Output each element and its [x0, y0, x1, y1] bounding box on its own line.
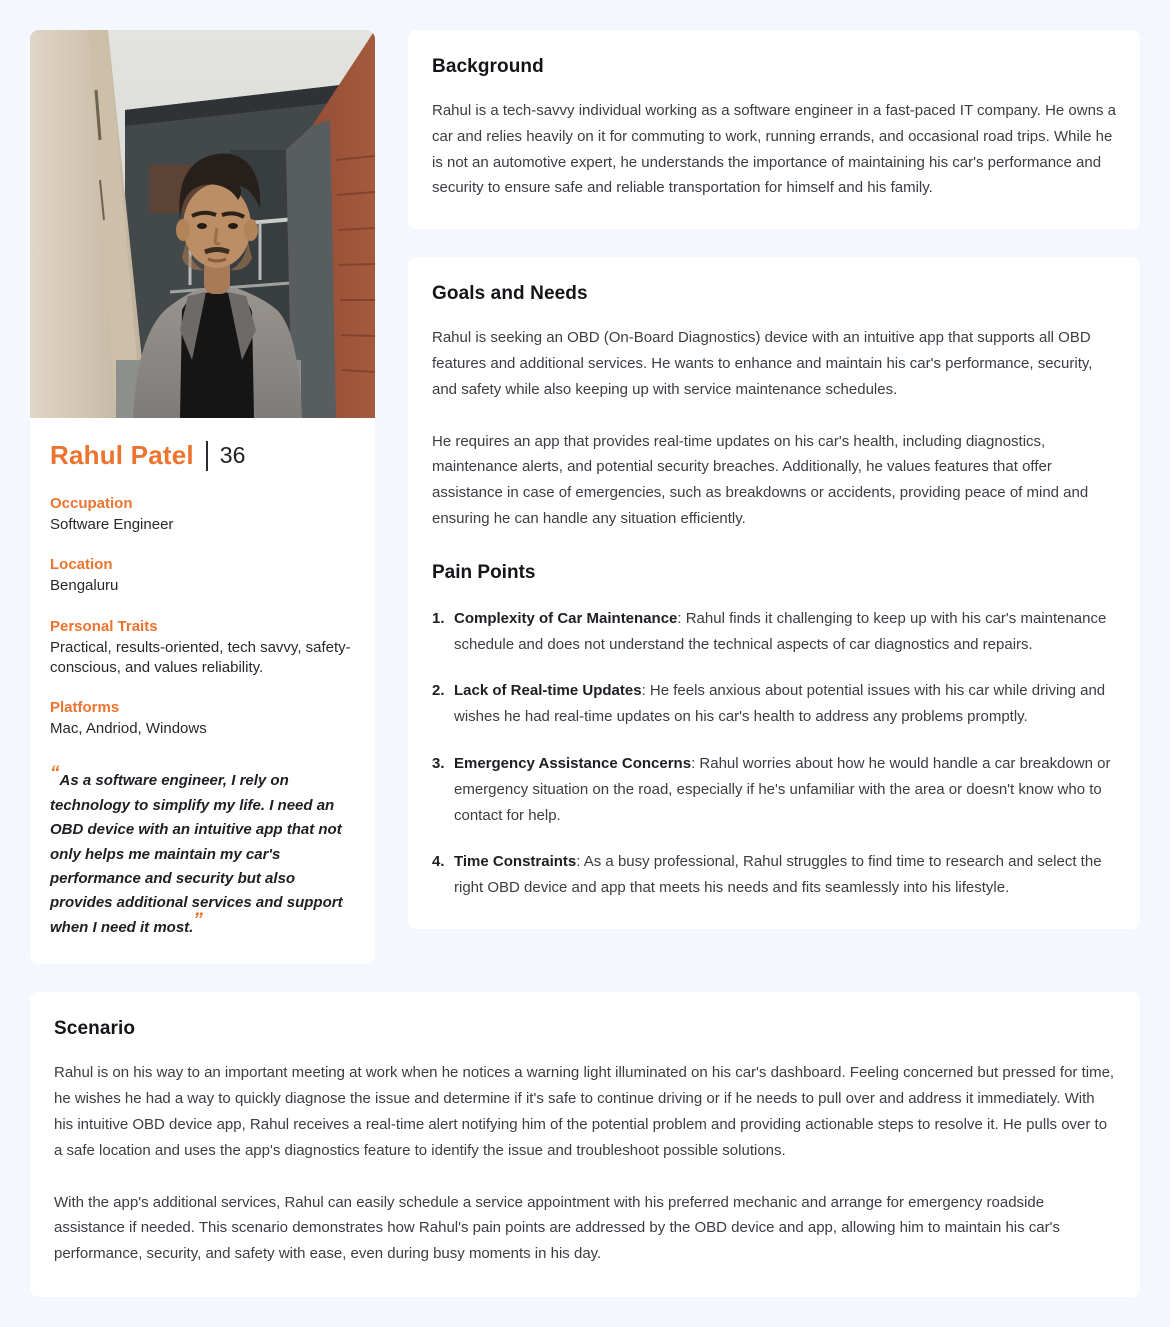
pain-point-label: Time Constraints: [454, 853, 577, 871]
close-quote-icon: ”: [193, 909, 203, 931]
persona-age: 36: [219, 442, 246, 468]
info-label: Platforms: [50, 699, 120, 716]
persona-name: Rahul Patel: [50, 440, 194, 470]
quote-text: As a software engineer, I rely on technology to simplify my life. I need an OBD device with an intuitive app that not only helps me maintain my car's performance and security but also provides additional services and support when I need it most.: [50, 772, 343, 936]
pain-point-number: 1.: [432, 609, 445, 627]
info-group-location: [50, 556, 355, 596]
pain-point-text: : As a busy professional, Rahul struggles to find time to research and select the right OBD device and app that meets his needs and fits seamlessly into his lifestyle.: [454, 853, 1102, 897]
scenario-card: [30, 992, 1140, 1297]
profile-details: [30, 418, 375, 964]
open-quote-icon: “: [50, 763, 60, 785]
persona-photo-illustration: [30, 30, 375, 418]
name-age-divider: [206, 441, 208, 471]
info-group-personal-traits: [50, 618, 355, 679]
pain-point-text: : He feels anxious about potential issues with his car while driving and wishes he had real-time updates on his car's health to address any problems promptly.: [454, 682, 1106, 726]
info-label: Location: [50, 556, 113, 574]
info-value: Bengaluru: [50, 577, 119, 595]
persona-quote: [50, 763, 355, 940]
profile-card: [30, 30, 375, 964]
pain-point-number: 3.: [432, 754, 445, 772]
info-value: Software Engineer: [50, 516, 174, 533]
background-card: [408, 30, 1140, 229]
info-group-platforms: [50, 699, 355, 739]
pain-point-item: [432, 678, 1116, 730]
pain-point-label: Emergency Assistance Concerns: [454, 754, 692, 772]
pain-point-label: Complexity of Car Maintenance: [454, 609, 678, 627]
top-row: [30, 30, 1140, 964]
name-row: [50, 440, 355, 471]
info-value: Mac, Andriod, Windows: [50, 720, 207, 737]
background-title: Background: [432, 56, 544, 77]
pain-point-text: : Rahul finds it challenging to keep up with his car's maintenance schedule and does not understand the technical aspects of car diagnostics and repairs.: [454, 609, 1107, 653]
scenario-title: Scenario: [54, 1018, 136, 1040]
goals-title: Goals and Needs: [432, 283, 588, 305]
scenario-paragraph: Rahul is on his way to an important meeting at work when he notices a warning light illuminated on his car's dashboard. Feeling concerned but pressed for time, he wishes he had a way to quickly diagnose the issue and determine if it's safe to continue driving or if he needs to pull over and address it immediately. With his intuitive OBD device app, Rahul receives a real-time alert notifying him of the potential problem and providing actionable steps to resolve it. He pulls over to a safe location and uses the app's diagnostics feature to identify the issue and troubleshoot possible solutions.: [54, 1064, 1115, 1159]
pain-point-item: [432, 606, 1116, 658]
pain-points-list: [432, 606, 1116, 901]
goals-pain-card: [408, 257, 1140, 929]
pain-point-item: [432, 849, 1116, 901]
pain-point-number: 2.: [432, 682, 445, 700]
info-group-occupation: [50, 495, 355, 535]
goals-paragraph: Rahul is seeking an OBD (On-Board Diagnostics) device with an intuitive app that supports all OBD features and additional services. He wants to enhance and maintain his car's performance, security, and safety while also keeping up with service maintenance schedules.: [432, 329, 1093, 398]
pain-points-title: Pain Points: [432, 561, 536, 583]
pain-point-text: : Rahul worries about how he would handle a car breakdown or emergency situation on the road, especially if he's unfamiliar with the area or doesn't know who to contact for help.: [454, 754, 1111, 824]
pain-point-item: [432, 751, 1116, 828]
persona-photo: [30, 30, 375, 418]
scenario-paragraph: With the app's additional services, Rahul can easily schedule a service appointment with his preferred mechanic and arrange for emergency roadside assistance if needed. This scenario demonstrates how Rahul's pain points are addressed by the OBD device and app, allowing him to maintain his car's performance, security, and safety with ease, even during busy moments in his day.: [54, 1193, 1061, 1263]
right-column: [408, 30, 1140, 929]
background-text: Rahul is a tech-savvy individual working as a software engineer in a fast-paced IT company. He owns a car and relies heavily on it for commuting to work, running errands, and occasional road trips. While he is not an automotive expert, he understands the importance of maintaining his car's performance and security to ensure safe and reliable transportation for himself and his family.: [432, 102, 1116, 197]
goals-paragraph: He requires an app that provides real-time updates on his car's health, including diagnostics, maintenance alerts, and potential security breaches. Additionally, he values features that offer assistance in case of emergencies, such as breakdowns or accidents, providing peace of mind and ensuring he can handle any situation efficiently.: [432, 432, 1089, 527]
info-value: Practical, results-oriented, tech savvy, safety-conscious, and values reliability.: [50, 638, 351, 676]
info-label: Personal Traits: [50, 617, 158, 635]
info-label: Occupation: [50, 495, 133, 512]
pain-point-label: Lack of Real-time Updates: [454, 682, 642, 700]
pain-point-number: 4.: [432, 853, 445, 871]
